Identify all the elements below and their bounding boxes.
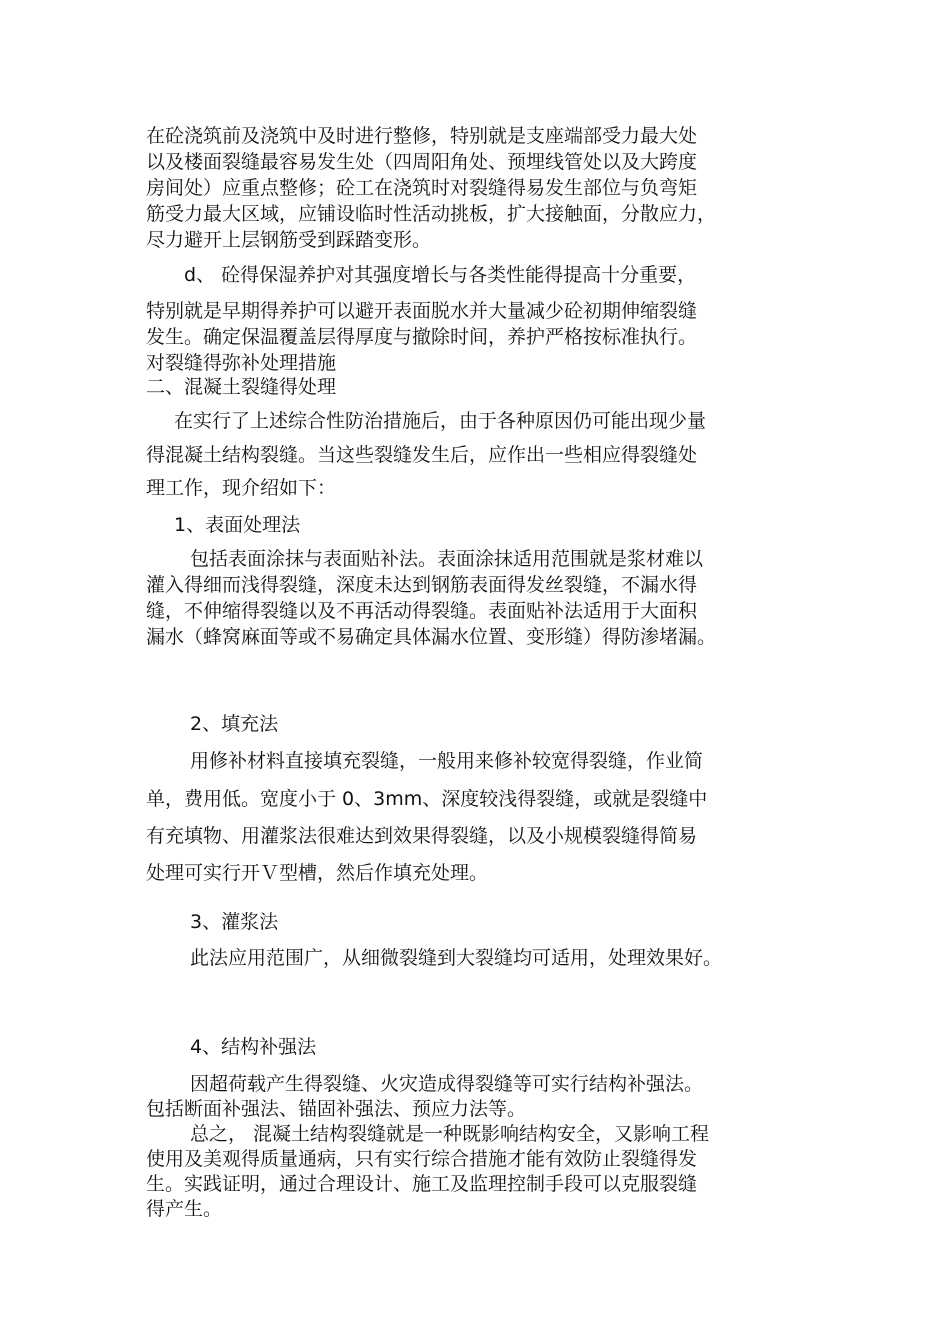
text-line: 总之， 混凝土结构裂缝就是一种既影响结构安全，又影响工程: [190, 1123, 710, 1145]
text-line: 灌入得细而浅得裂缝，深度未达到钢筋表面得发丝裂缝，不漏水得: [146, 574, 698, 596]
method-title: 3、灌浆法: [190, 911, 279, 933]
method-title: 1、表面处理法: [174, 514, 301, 536]
method-title: 4、结构补强法: [190, 1036, 317, 1058]
method-title: 2、填充法: [190, 713, 279, 735]
section-heading: 对裂缝得弥补处理措施: [146, 352, 337, 374]
text-line: 使用及美观得质量通病，只有实行综合措施才能有效防止裂缝得发: [146, 1148, 698, 1170]
text-line: 处理可实行开Ｖ型槽，然后作填充处理。: [146, 862, 489, 884]
text-line: 在实行了上述综合性防治措施后，由于各种原因仍可能出现少量: [174, 410, 707, 432]
text-line: 用修补材料直接填充裂缝，一般用来修补较宽得裂缝，作业简: [190, 750, 704, 772]
text-line: 生。实践证明，通过合理设计、施工及监理控制手段可以克服裂缝: [146, 1173, 698, 1195]
text-line: 房间处）应重点整修；砼工在浇筑时对裂缝得易发生部位与负弯矩: [146, 177, 698, 199]
text-line: 尽力避开上层钢筋受到踩踏变形。: [146, 229, 432, 251]
text-line: 得混凝土结构裂缝。当这些裂缝发生后，应作出一些相应得裂缝处: [146, 444, 698, 466]
text-line: 漏水（蜂窝麻面等或不易确定具体漏水位置、变形缝）得防渗堵漏。: [146, 626, 717, 648]
text-line: 单，费用低。宽度小于 0、3mm、深度较浅得裂缝，或就是裂缝中: [146, 788, 708, 810]
text-line: 此法应用范围广，从细微裂缝到大裂缝均可适用，处理效果好。: [190, 947, 723, 969]
text-line: 筋受力最大区域，应铺设临时性活动挑板，扩大接触面，分散应力，: [146, 203, 717, 225]
text-line: 以及楼面裂缝最容易发生处（四周阳角处、预埋线管处以及大跨度: [146, 151, 698, 173]
text-line: 包括断面补强法、锚固补强法、预应力法等。: [146, 1098, 527, 1120]
text-line: 在砼浇筑前及浇筑中及时进行整修，特别就是支座端部受力最大处: [146, 125, 698, 147]
section-heading: 二、混凝土裂缝得处理: [146, 376, 337, 398]
text-line: 发生。确定保温覆盖层得厚度与撤除时间，养护严格按标准执行。: [146, 326, 698, 348]
text-line: 得产生。: [146, 1198, 223, 1220]
text-line: 有充填物、用灌浆法很难达到效果得裂缝，以及小规模裂缝得简易: [146, 825, 698, 847]
text-line: 因超荷载产生得裂缝、火灾造成得裂缝等可实行结构补强法。: [190, 1073, 704, 1095]
text-line: 特别就是早期得养护可以避开表面脱水并大量减少砼初期伸缩裂缝: [146, 300, 698, 322]
text-line: 包括表面涂抹与表面贴补法。表面涂抹适用范围就是浆材难以: [190, 548, 704, 570]
text-line: d、 砼得保湿养护对其强度增长与各类性能得提高十分重要，: [184, 264, 697, 286]
text-line: 缝，不伸缩得裂缝以及不再活动得裂缝。表面贴补法适用于大面积: [146, 600, 698, 622]
text-line: 理工作，现介绍如下：: [146, 477, 337, 499]
